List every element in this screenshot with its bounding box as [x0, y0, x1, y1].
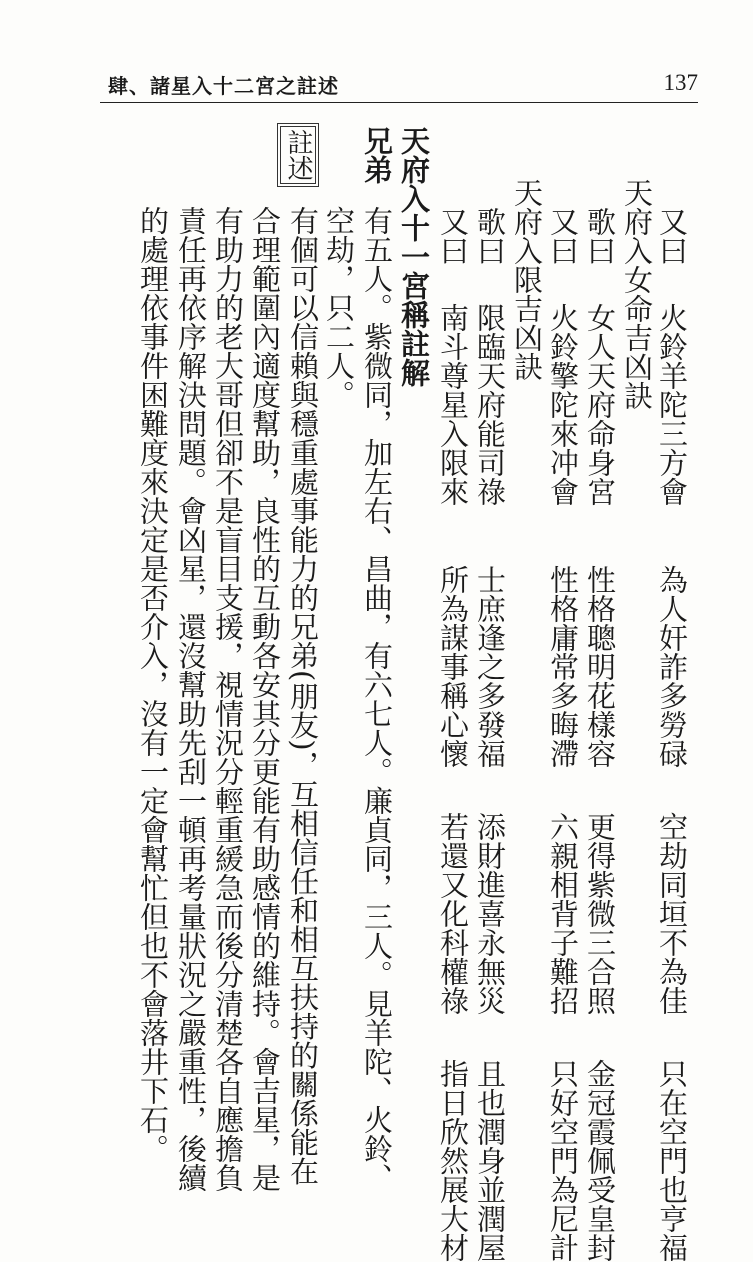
header-divider [100, 102, 698, 103]
verse-phrase: 空劫同垣不為佳 [655, 812, 689, 1015]
body-text: 的處理依事件困難度來決定是否介入，沒有一定會幫忙但也不會落井下石。 [136, 206, 170, 1163]
verse-phrase: 金冠霞佩受皇封 [583, 1059, 617, 1262]
chapter-title: 肆、諸星入十二宮之註述 [108, 74, 339, 98]
body-column-13 [211, 206, 245, 1192]
commentary-label: 註述 [280, 126, 316, 184]
verse-phrase: 性格庸常多晦滯 [546, 565, 580, 768]
verse-phrase: 若還又化科權祿 [436, 812, 470, 1015]
body-label: 兄弟 [360, 126, 394, 184]
body-column-14 [174, 206, 208, 1192]
verse-phrase: 為人奸詐多勞碌 [655, 565, 689, 768]
body-column-9 [360, 126, 394, 1192]
verse-column-1 [655, 207, 689, 1262]
verse-phrase: 火鈴擎陀來冲會 [546, 303, 580, 506]
subtitle-text: 天府入限吉凶訣 [510, 178, 544, 381]
verse-column-7 [436, 207, 470, 1262]
verse-phrase: 士庶逢之多發福 [473, 565, 507, 768]
verse-phrase: 女人天府命身宮 [583, 303, 617, 506]
verse-phrase: 指日欣然展大材 [436, 1059, 470, 1262]
section-subtitle [510, 178, 544, 381]
body-text: 有五人。紫微同，加左右、昌曲，有六七人。廉貞同，三人。見羊陀、火鈴、 [360, 206, 394, 1192]
body-column-15 [136, 206, 170, 1163]
verse-label: 又曰 [546, 207, 580, 265]
verse-phrase: 更得紫微三合照 [583, 812, 617, 1015]
section-subtitle [620, 178, 654, 410]
body-column-12 [248, 206, 282, 1192]
body-column-10 [322, 206, 356, 409]
page-number: 137 [663, 70, 698, 95]
verse-label: 又曰 [655, 207, 689, 265]
verse-phrase: 性格聰明花樣容 [583, 565, 617, 768]
heading-text: 天府入十一宮稱註解 [397, 126, 431, 387]
verse-phrase: 南斗尊星入限來 [436, 303, 470, 506]
body-column-11 [286, 206, 320, 1186]
running-header [108, 70, 698, 100]
verse-label: 歌曰 [583, 207, 617, 265]
verse-label: 歌曰 [473, 207, 507, 265]
verse-phrase: 限臨天府能司祿 [473, 303, 507, 506]
verse-label: 又曰 [436, 207, 470, 265]
verse-phrase: 添財進喜永無災 [473, 812, 507, 1015]
verse-phrase: 且也潤身並潤屋 [473, 1059, 507, 1262]
verse-phrase: 所為謀事稱心懷 [436, 565, 470, 768]
verse-phrase: 六親相背子難招 [546, 812, 580, 1015]
body-text: 空劫，只二人。 [322, 206, 356, 409]
subtitle-text: 天府入女命吉凶訣 [620, 178, 654, 410]
body-text: 有個可以信賴與穩重處事能力的兄弟(朋友)，互相信任和相互扶持的關係能在 [286, 206, 320, 1186]
verse-phrase: 只在空門也亨福 [655, 1059, 689, 1262]
verse-column-6 [473, 207, 507, 1262]
section-heading [397, 126, 431, 387]
verse-phrase: 火鈴羊陀三方會 [655, 303, 689, 506]
verse-column-3 [583, 207, 617, 1262]
body-text: 責任再依序解決問題。會凶星，還沒幫助先刮一頓再考量狀況之嚴重性，後續 [174, 206, 208, 1192]
verse-column-4 [546, 207, 580, 1262]
verse-phrase: 只好空門為尼計 [546, 1059, 580, 1262]
body-text: 合理範圍內適度幫助，良性的互動各安其分更能有助感情的維持。會吉星，是 [248, 206, 282, 1192]
body-text: 有助力的老大哥但卻不是盲目支援，視情況分輕重緩急而後分清楚各自應擔負 [211, 206, 245, 1192]
